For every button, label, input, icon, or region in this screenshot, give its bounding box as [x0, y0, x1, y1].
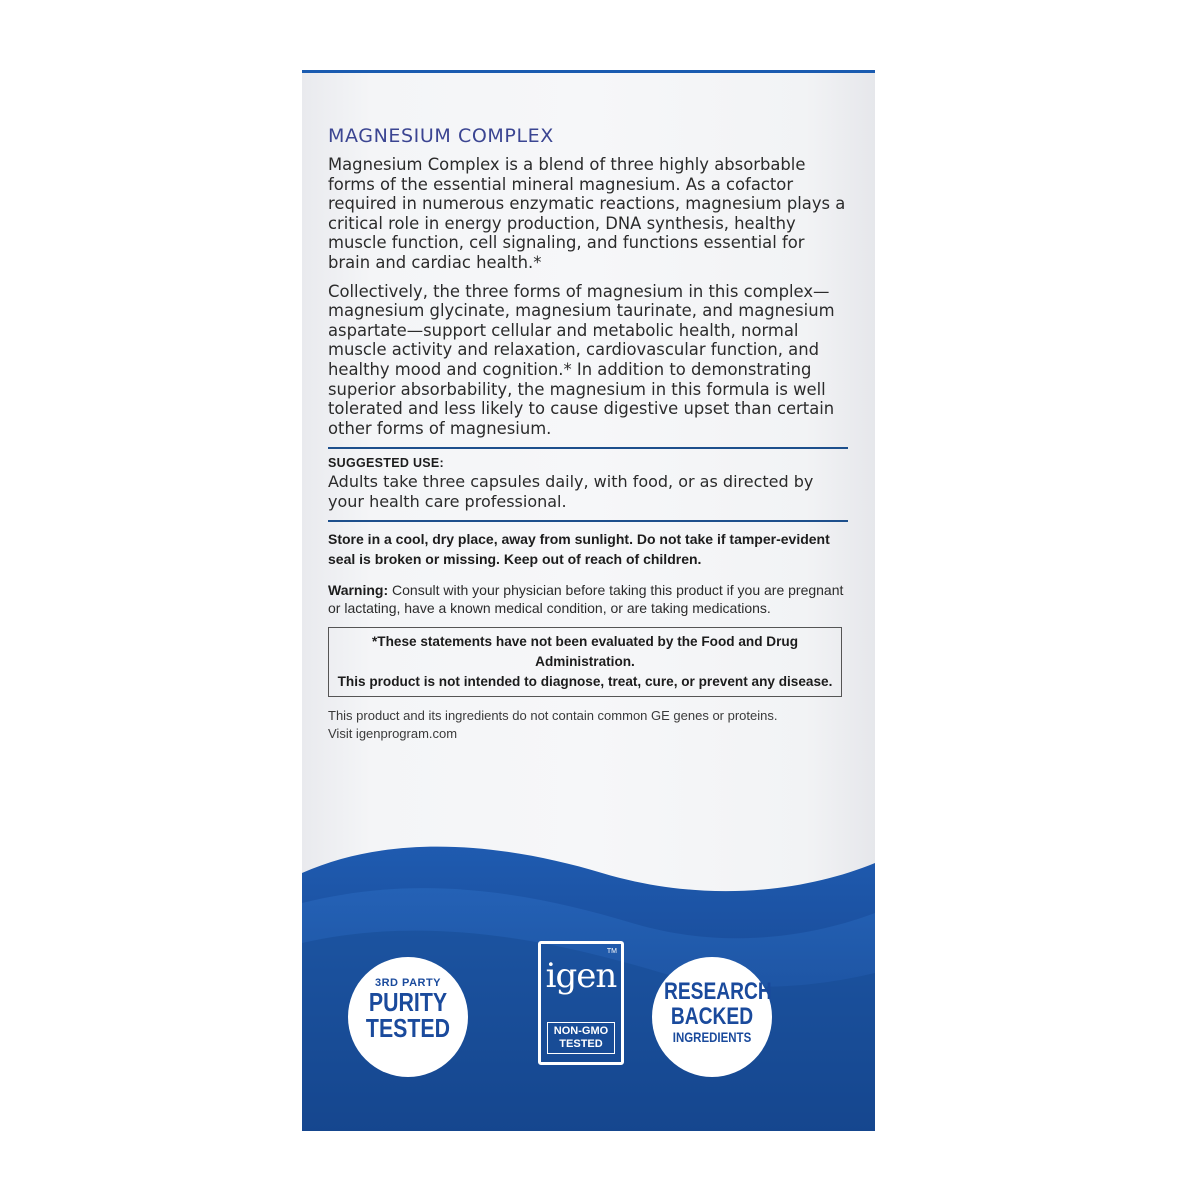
disclaimer-line-2: This product is not intended to diagnose, treat, cure, or prevent any disease.	[337, 674, 833, 690]
badge-line-1: RESEARCH	[664, 978, 772, 1005]
badge-small-text: 3RD PARTY	[374, 977, 442, 989]
trademark-mark: TM	[606, 948, 617, 955]
non-gmo-label	[547, 1022, 615, 1054]
igen-logo: igen	[545, 956, 617, 996]
research-backed-badge	[652, 957, 772, 1077]
website-text: Visit igenprogram.com	[328, 726, 458, 742]
badge-line-2: BACKED	[670, 1003, 754, 1030]
label-text-area	[328, 125, 848, 743]
igen-non-gmo-badge	[538, 941, 624, 1065]
fda-disclaimer-box	[328, 627, 842, 697]
warning-text	[328, 581, 848, 617]
description-paragraph-1: Magnesium Complex is a blend of three highly absorbable forms of the essential mineral magnesium. As a cofactor required in numerous enzymatic reactions, magnesium plays a critical role in energy production, DNA synthesis, healthy muscle function, cell signaling, and functions essential for brain and cardiac health.*	[328, 155, 846, 272]
product-title: MAGNESIUM COMPLEX	[328, 125, 554, 147]
purity-tested-badge	[348, 957, 468, 1077]
description-paragraph-2: Collectively, the three forms of magnesium in this complex—magnesium glycinate, magnesium taurinate, and magnesium aspartate—support cellular and metabolic health, normal muscle activity and relaxation, cardiovascular function, and healthy mood and cognition.* In addition to demonstrating superior absorbability, the magnesium in this formula is well tolerated and less likely to cause digestive upset than certain other forms of magnesium.	[328, 281, 835, 438]
product-box-panel	[302, 70, 875, 1131]
ge-statement: This product and its ingredients do not contain common GE genes or proteins.	[328, 708, 778, 724]
warning-body: Consult with your physician before taking this product if you are pregnant or lactating, have a known medical condition, or are taking medications.	[328, 582, 844, 617]
non-gmo-line-1: NON-GMO	[553, 1025, 609, 1037]
badge-line-3: INGREDIENTS	[672, 1029, 752, 1045]
badge-line-1: PURITY	[368, 987, 448, 1017]
storage-text: Store in a cool, dry place, away from sunlight. Do not take if tamper-evident seal is broken or missing. Keep out of reach of children.	[328, 531, 830, 568]
disclaimer-line-1: *These statements have not been evaluated by the Food and Drug Administration.	[371, 634, 799, 670]
suggested-use-heading: SUGGESTED USE:	[328, 456, 445, 471]
divider	[328, 520, 848, 522]
suggested-use-text: Adults take three capsules daily, with food, or as directed by your health care professional.	[328, 472, 814, 512]
divider	[328, 447, 848, 449]
badge-line-2: TESTED	[365, 1013, 451, 1043]
warning-label: Warning:	[328, 582, 389, 599]
non-gmo-line-2: TESTED	[559, 1038, 603, 1050]
